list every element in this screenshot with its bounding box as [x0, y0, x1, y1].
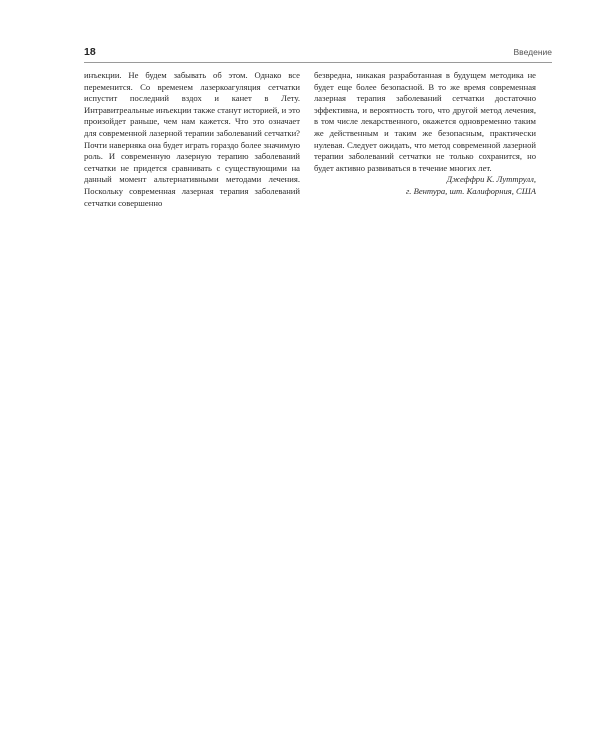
left-column [84, 70, 300, 209]
right-column-text: безвредна, никакая разработанная в будущем методика не будет еще более безопасной. В то же время современная лазерная терапия заболеваний сетчатки достаточно эффективна, и вероятность того, что другой метод лечения, в том числе лекарственного, окажется одновременно таким же действенным и таким же безопасным, практически нулевая. Следует ожидать, что метод современной лазерной терапии заболеваний сетчатки не только сохранится, но будет активно развиваться в течение многих лет. [314, 70, 536, 173]
page-number: 18 [84, 46, 96, 58]
left-column-text: инъекции. Не будем забывать об этом. Однако все переменится. Со временем лазеркоагуляция сетчатки испустит последний вздох и канет в Лету. Интравитреальные инъекции также станут историей, и это произойдет раньше, чем нам кажется. Что это означает для современной лазерной терапии заболеваний сетчатки? Почти наверняка она будет играть гораздо более значимую роль. И современную лазерную терапию заболеваний сетчатки не придется сравнивать с существующими на данный момент альтернативными методами лечения. Поскольку современная лазерная терапия заболеваний сетчатки совершенно [84, 70, 300, 208]
right-column [314, 70, 536, 198]
running-header [84, 44, 552, 63]
signature-location: г. Вентура, шт. Калифорния, США [406, 185, 536, 196]
signature-author: Джеффри К. Луттрулл, [446, 174, 536, 185]
section-title: Введение [513, 47, 552, 57]
